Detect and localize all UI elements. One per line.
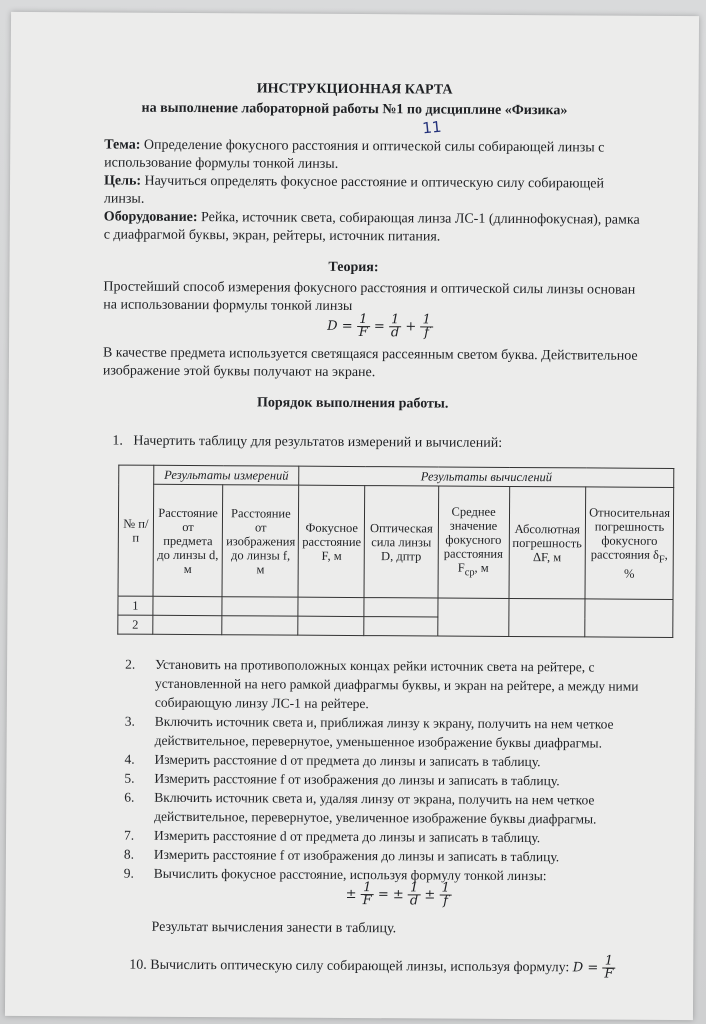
topic-label: Тема: — [104, 137, 141, 153]
lens-formula: D = $\frac{1}{F}$ = $\frac{1}{d}$ + $\frac{1}{f}$ — [327, 312, 431, 341]
step-1-number: 1. — [112, 433, 123, 449]
goal-label: Цель: — [103, 173, 142, 189]
subtitle-suffix: по дисциплине «Физика» — [403, 102, 568, 119]
step-1 — [112, 433, 652, 454]
topic-block — [104, 136, 644, 175]
step-10-text: Вычислить оптическую силу собирающей линзы, используя формулу: — [150, 957, 570, 976]
table-cell — [222, 597, 298, 616]
optical-power-formula: D = $\frac{1}{F}$ — [573, 960, 616, 975]
col-header-D: Оптическая сила линзы D, дптр — [364, 486, 438, 598]
table-cell — [508, 598, 585, 636]
goal-text: Научиться определять фокусное расстояние и оптическую силу собирающей линзы. — [103, 173, 605, 207]
list-item: 3. Включить источник света и, приближая линзу к экрану, получить на нем четкое действительное, перевернутое, уменьшенное изображение буквы диафрагмы. — [124, 713, 614, 751]
list-item: 8. Измерить расстояние f от изображения до линзы и записать в таблицу. — [123, 846, 560, 865]
col-header-d: Расстояние от предмета до линзы d, м — [153, 484, 223, 596]
step-1-text: Начертить таблицу для результатов измерений и вычислений: — [133, 433, 503, 451]
col-header-num: № п/п — [118, 465, 154, 596]
equipment-text: Рейка, источник света, собирающая линза ЛС-1 (длиннофокусная), рамка с диафрагмой буквы, экран, рейтеры, источник питания. — [103, 210, 640, 245]
results-table — [117, 465, 674, 638]
doc-title: ИНСТРУКЦИОННАЯ КАРТА — [256, 81, 453, 98]
procedure-steps — [124, 655, 659, 886]
col-header-f: Расстояние от изображения до линзы f, м — [222, 485, 299, 597]
row-number: 1 — [118, 596, 153, 615]
theory-paragraph-1: Простейший способ измерения фокусного расстояния и оптической силы линзы основан на использовании формулы тонкой линзы — [103, 279, 636, 314]
document-page — [5, 12, 699, 1020]
list-item: 7. Измерить расстояние d от предмета до линзы и записать в таблицу. — [124, 827, 541, 846]
group-header-calc: Результаты вычислений — [299, 466, 674, 487]
table-cell — [298, 616, 364, 635]
table-cell — [437, 598, 508, 636]
list-item: 2. Установить на противоположных концах рейки источник света на рейтере, с установленной на него рамкой диафрагмы буквы, и экран на рейтере, а между ними собирающую линзу ЛС-1 на рейтере. — [125, 656, 639, 712]
group-header-measured: Результаты измерений — [154, 465, 300, 485]
topic-text: Определение фокусного расстояния и оптической силы собирающей линзы с использование формулы тонкой линзы. — [104, 137, 605, 172]
table-cell — [364, 617, 437, 636]
col-header-F: Фокусное расстояние F, м — [298, 485, 365, 597]
table-cell — [153, 596, 223, 615]
table-cell — [298, 597, 364, 616]
thin-lens-formula: ± $\frac{1}{F}$ = ± $\frac{1}{d}$ ± $\frac{1}{f}$ — [345, 880, 450, 909]
step-10 — [129, 953, 689, 981]
col-header-rel: Относительная погрешность фокусного расстояния $\delta_F$, % — [585, 487, 674, 600]
equipment-block — [104, 208, 644, 247]
list-item: 4. Измерить расстояние d от предмета до линзы и записать в таблицу. — [124, 751, 541, 770]
goal-block — [104, 172, 644, 211]
col-header-abs: Абсолютная погрешность ΔF, м — [509, 486, 586, 598]
subtitle-prefix: на выполнение лабораторной работы №1 — [141, 100, 404, 118]
list-item: 5. Измерить расстояние f от изображения до линзы и записать в таблицу. — [124, 770, 560, 789]
row-number: 2 — [118, 615, 153, 634]
theory-heading: Теория: — [328, 259, 379, 276]
table-cell — [585, 599, 673, 638]
list-item: 9. Вычислить фокусное расстояние, используя формулу тонкой линзы: — [123, 865, 547, 884]
list-item: 6. Включить источник света и, удаляя линзу от экрана, получить на нем четкое действительное, перевернутое, увеличенное изображение буквы диафрагмы. — [124, 789, 597, 827]
table-cell — [153, 615, 223, 634]
procedure-heading: Порядок выполнения работы. — [256, 395, 449, 412]
equipment-label: Оборудование: — [103, 209, 198, 226]
handwritten-number: 11 — [421, 117, 443, 138]
result-note: Результат вычисления занести в таблицу. — [151, 919, 397, 937]
col-header-Fcp: Среднее значение фокусного расстояния $F_{ср}$, м — [438, 486, 510, 598]
doc-subtitle — [10, 100, 698, 120]
table-cell — [364, 598, 437, 617]
table-cell — [222, 616, 298, 635]
step-10-number: 10. — [129, 957, 147, 973]
theory-paragraph-2: В качестве предмета используется светящаяся рассеянным светом буква. Действительное изображение этой буквы получают на экране. — [102, 345, 638, 381]
